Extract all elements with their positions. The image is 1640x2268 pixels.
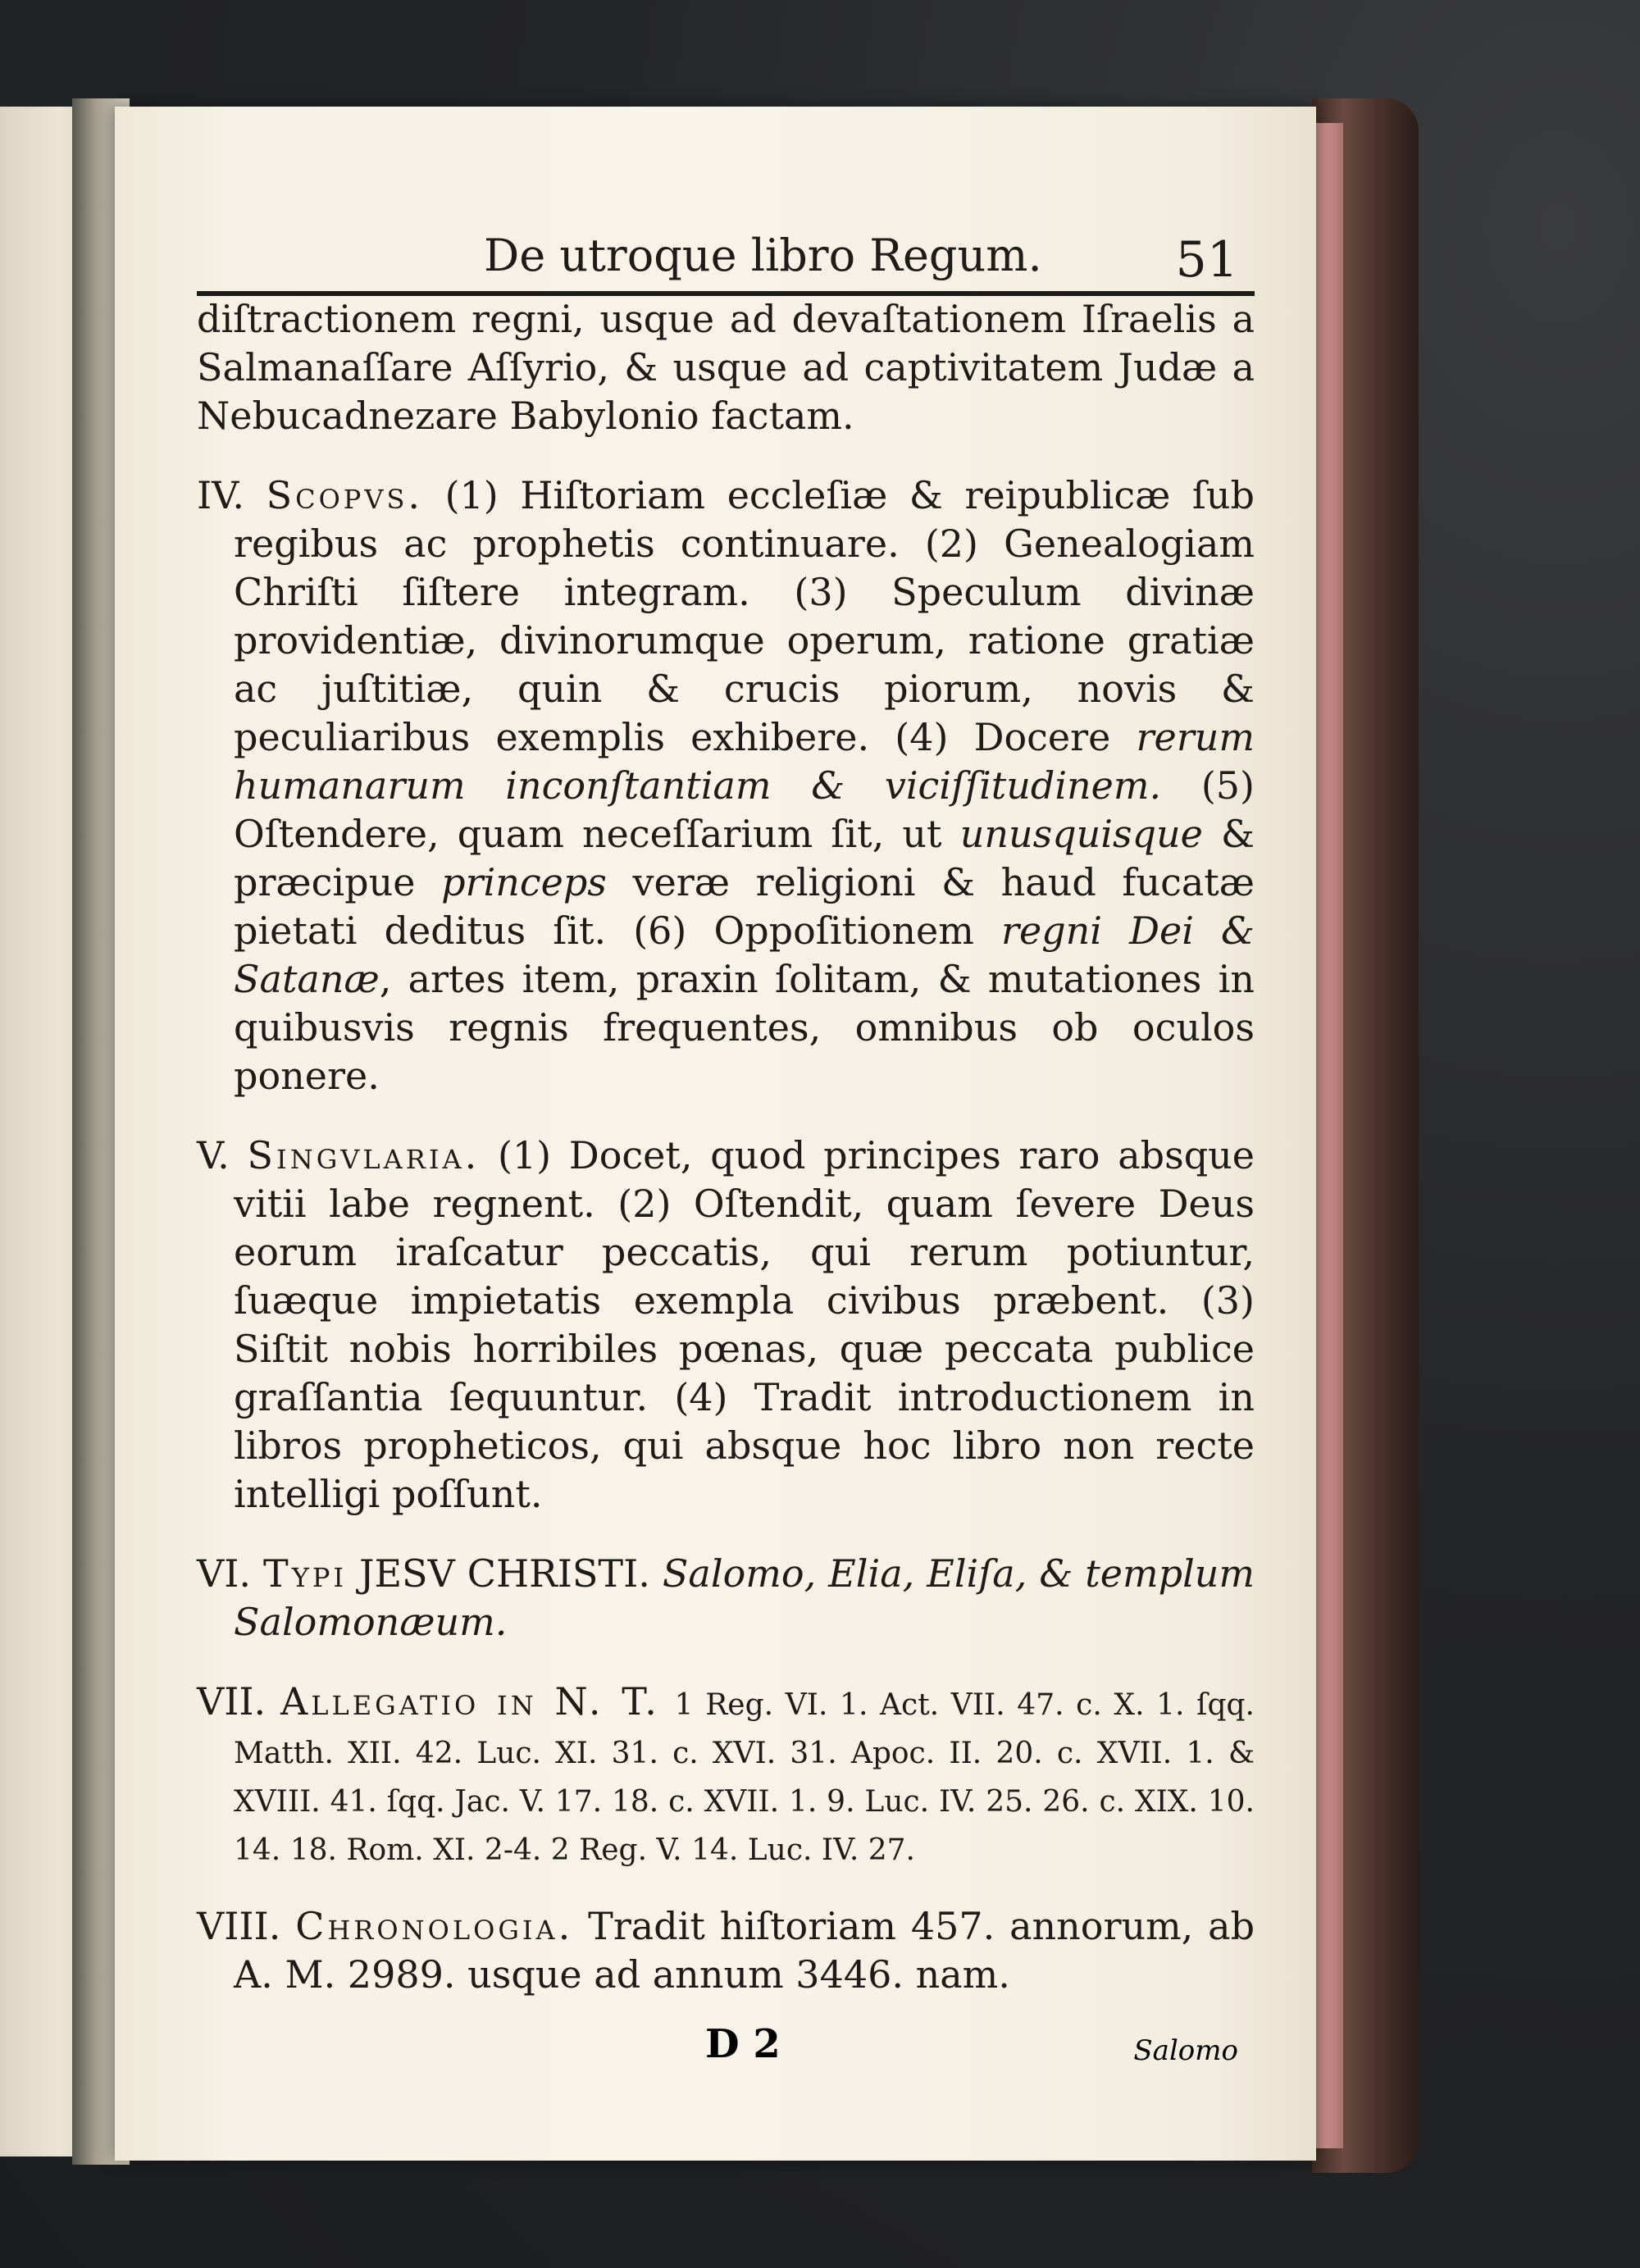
section-heading: Chronologia. [295,1904,574,1948]
section-text: & præcipue [234,812,1255,904]
section-name: JESV CHRISTI. [359,1551,650,1596]
section-text: Salomo, Elia, Eliſa, & templum Salomonæum. [234,1551,1255,1644]
section-number: VI. [197,1551,252,1596]
scripture-references: 1 Reg. VI. 1. Act. VII. 47. c. X. 1. ſqq. Matth. XII. 42. Luc. XI. 31. c. XVI. 31. Apoc. II. 20. c. XVII. 1. & XVIII. 41. ſqq. Jac. V. 17. 18. c. XVII. 1. 9. Luc. IV. 25. 26. c. XIX. 10. 14. 18. Rom. XI. 2-4. 2 Reg. V. 14. Luc. IV. 27. [234,1688,1255,1867]
text-block [197,230,1255,1999]
section-heading: Singvlaria. [247,1133,481,1177]
section-text: Tradit hiſtoriam 457. annorum, ab A. M. 2989. usque ad annum 3446. nam. [234,1904,1255,1997]
page-header [197,230,1255,295]
signature-mark: D 2 [705,2021,781,2067]
section-text: (1) Hiſtoriam eccleſiæ & reipublicæ ſub regibus ac prophetis continuare. (2) Genealogiam Chriſti ſiſtere integram. (3) Speculum divinæ providentiæ, divinorumque operum, ratione gratiæ ac juſtitiæ, quin & crucis piorum, novis & peculiaribus exemplis exhibere. (4) Docere [234,473,1255,759]
section-allegatio [197,1678,1255,1871]
italic-phrase: princeps [441,860,607,904]
section-number: IV. [197,473,244,517]
section-singularia [197,1132,1255,1519]
section-text: veræ religioni & haud fucatæ pietati deditus ſit. (6) Oppoſitionem [234,860,1255,953]
catchword: Salomo [1133,2034,1238,2067]
section-number: VIII. [197,1904,281,1948]
section-scopus [197,471,1255,1100]
italic-phrase: regni Dei & Satanæ [234,909,1255,1001]
header-rule [197,291,1255,296]
book-page [115,107,1316,2161]
page-number: 51 [1175,231,1238,289]
section-chronologia [197,1902,1255,1999]
italic-phrase: unusquisque [959,812,1203,856]
section-heading: Allegatio in N. T. [280,1679,660,1724]
page-footer [197,2021,1255,2079]
section-number: VII. [197,1679,266,1724]
continuation-paragraph: diſtractionem regni, usque ad devaſtationem Iſraelis a Salmanaſſare Aſſyrio, & usque ad captivitatem Judæ a Nebucadnezare Babylonio factam. [197,297,1255,438]
section-typi [197,1550,1255,1646]
section-text: (5) Oſtendere, quam neceſſarium ſit, ut [234,763,1255,856]
section-text: (1) Docet, quod principes raro absque vitii labe regnent. (2) Oſtendit, quam ſevere Deus eorum iraſcatur peccatis, qui rerum potiuntur, ſuæque impietatis exempla civibus præbent. (3) Siſtit nobis horribiles pœnas, quæ peccata publice graſſantia ſequuntur. (4) Tradit introductionem in libros propheticos, qui absque hoc libro non recte intelligi poſſunt. [234,1133,1255,1516]
running-title: De utroque libro Regum. [484,230,1042,281]
section-heading: Scopvs. [266,473,423,517]
section-number: V. [197,1133,230,1177]
section-heading: Typi [263,1551,348,1596]
section-text: , artes item, praxin ſolitam, & mutationes in quibusvis regnis frequentes, omnibus ob oculos ponere. [234,957,1255,1098]
italic-phrase: rerum humanarum inconſtantiam & viciſſitudinem. [234,715,1255,808]
